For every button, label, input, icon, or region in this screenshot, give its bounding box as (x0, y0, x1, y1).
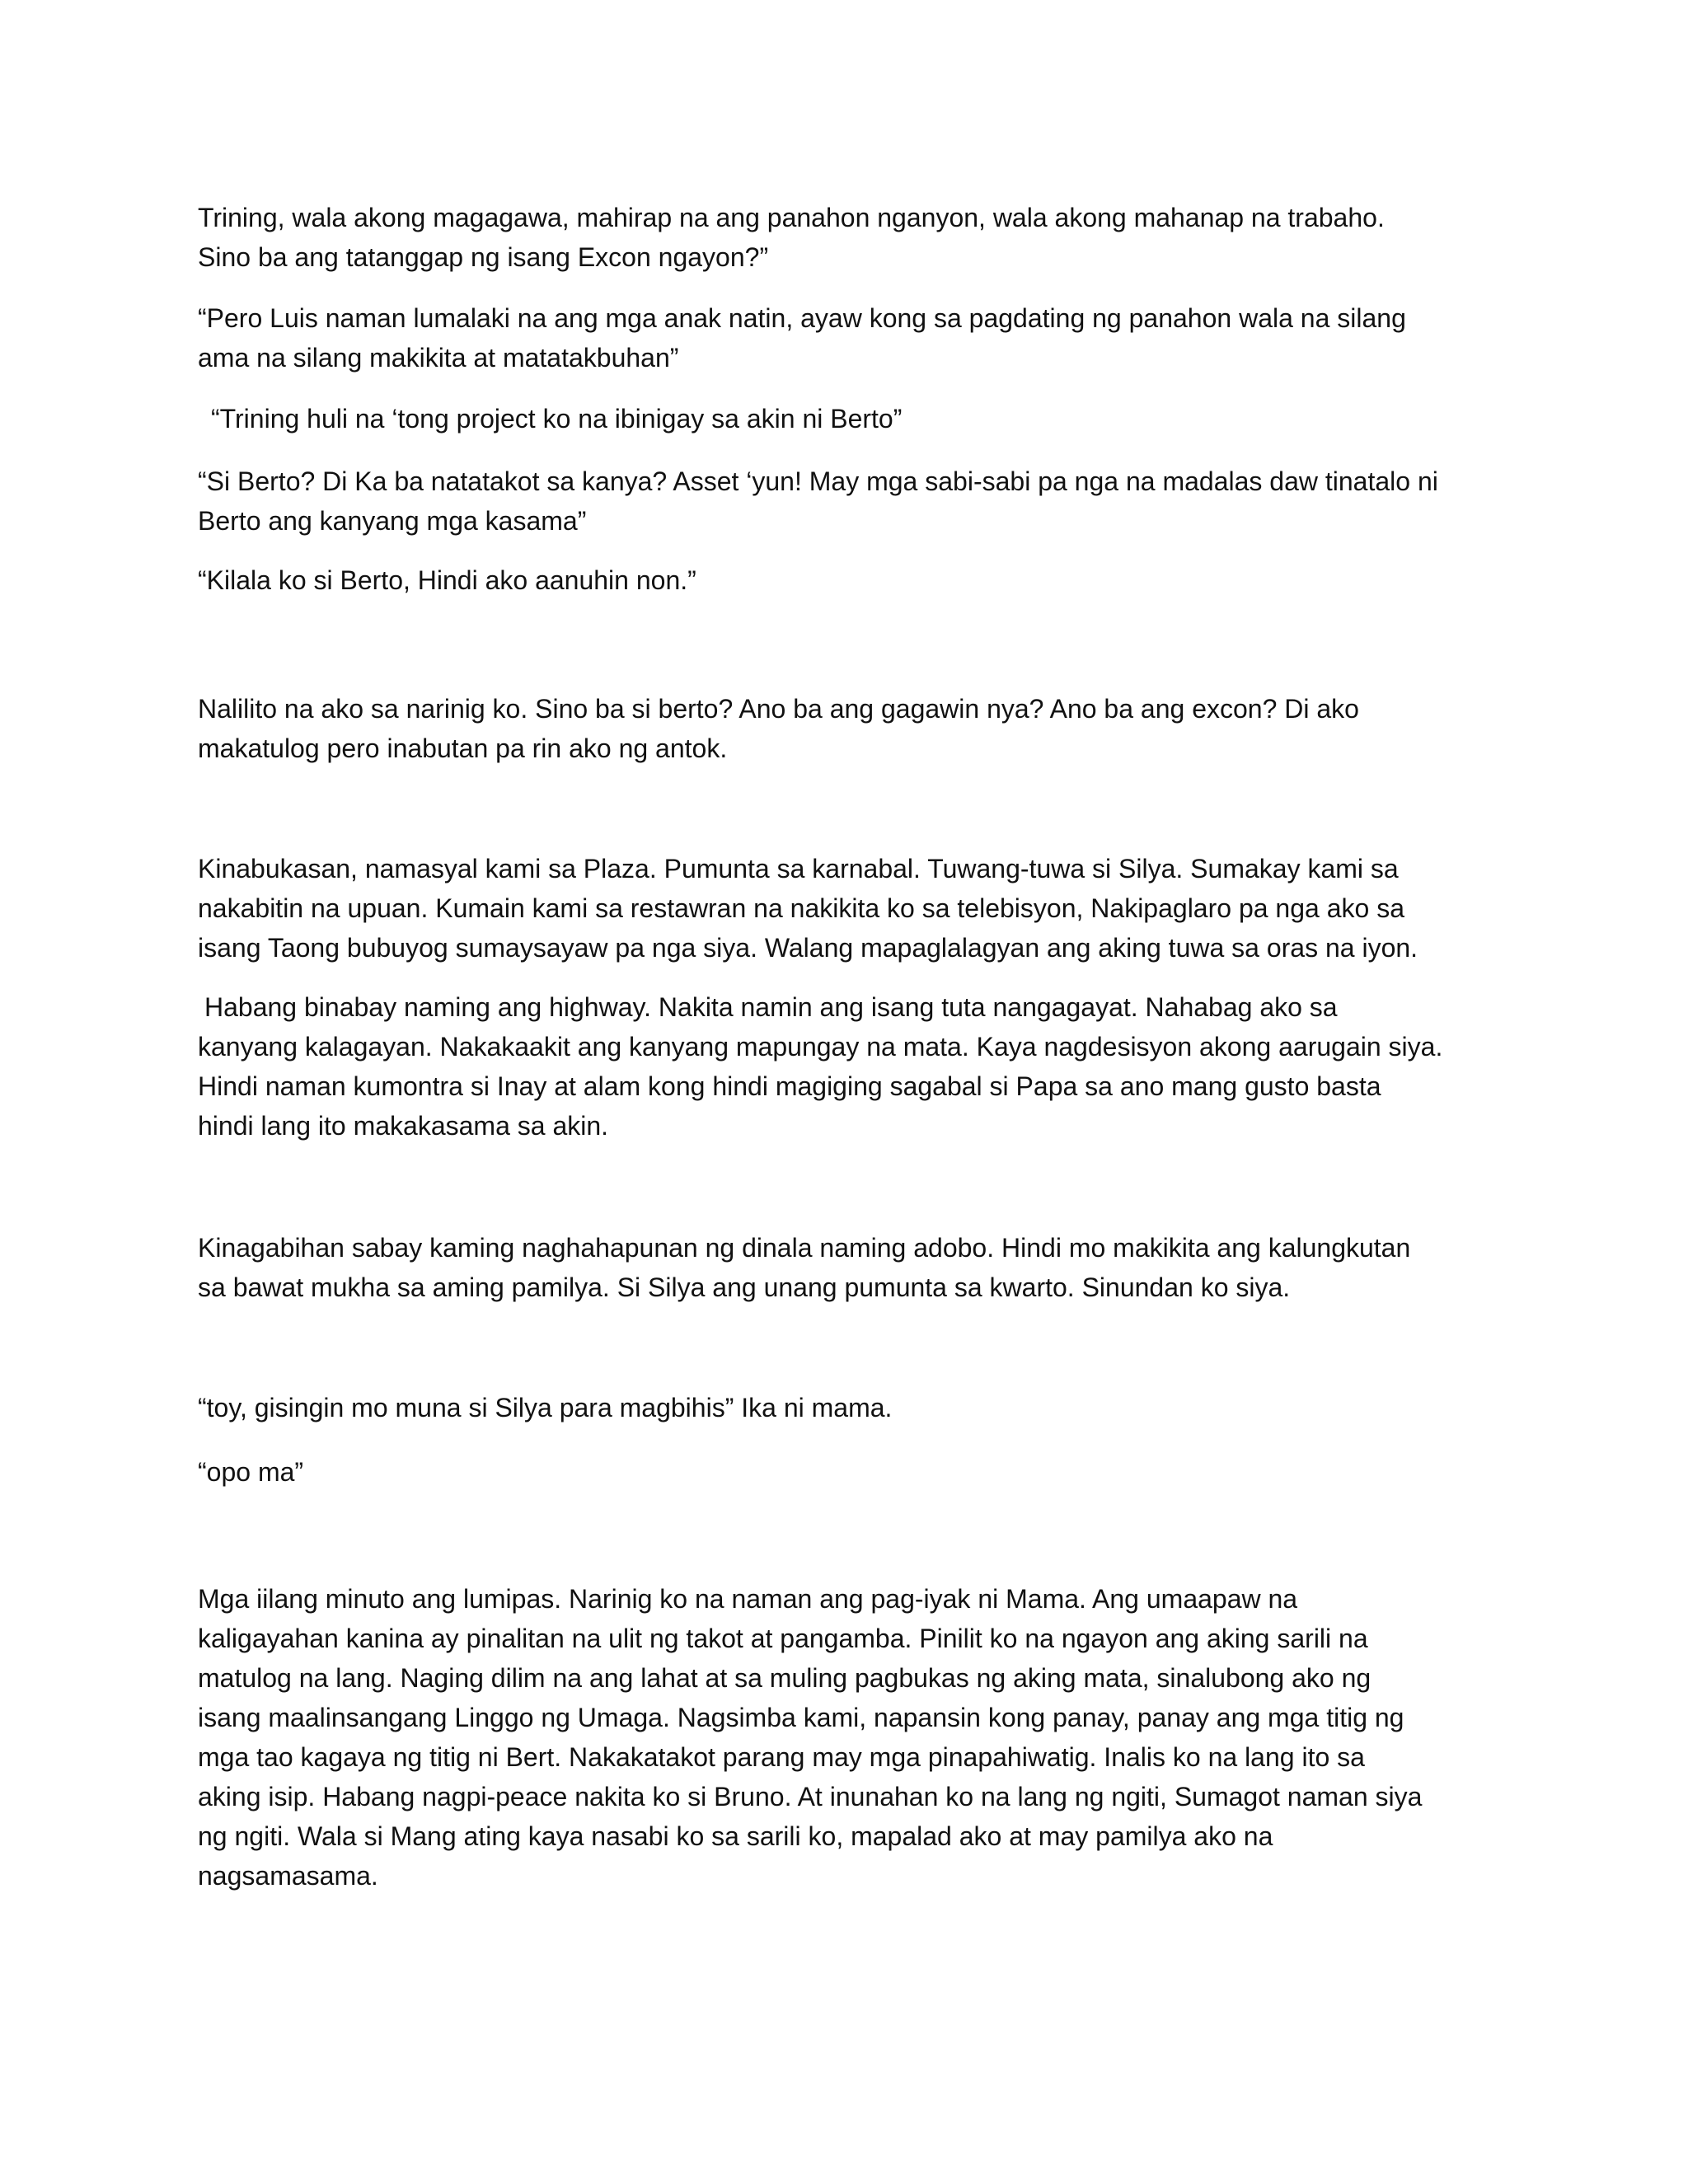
text-line: Mga iilang minuto ang lumipas. Narinig ko na naman ang pag-iyak ni Mama. Ang umaapaw na (198, 1584, 1298, 1614)
paragraph-4 (198, 462, 1508, 541)
paragraph-10 (198, 1388, 1508, 1427)
text-line: “Trining huli na ‘tong project ko na ibinigay sa akin ni Berto” (211, 404, 903, 434)
text-line: ama na silang makikita at matatakbuhan” (198, 343, 679, 373)
text-line: matulog na lang. Naging dilim na ang lahat at sa muling pagbukas ng aking mata, sinalubong ako ng (198, 1663, 1372, 1693)
text-line: Sino ba ang tatanggap ng isang Excon ngayon?” (198, 242, 769, 272)
text-line: “Kilala ko si Berto, Hindi ako aanuhin non.” (198, 565, 696, 595)
text-line: mga tao kagaya ng titig ni Bert. Nakakatakot parang may mga pinapahiwatig. Inalis ko na lang ito sa (198, 1742, 1365, 1772)
paragraph-11 (198, 1452, 1508, 1492)
paragraph-3 (211, 399, 1522, 438)
text-line: “toy, gisingin mo muna si Silya para magbihis” Ika ni mama. (198, 1393, 893, 1422)
text-line: Trining, wala akong magagawa, mahirap na ang panahon nganyon, wala akong mahanap na trabaho. (198, 203, 1385, 232)
text-line: aking isip. Habang nagpi-peace nakita ko si Bruno. At inunahan ko na lang ng ngiti, Sumagot naman siya (198, 1782, 1423, 1811)
text-line: sa bawat mukha sa aming pamilya. Si Silya ang unang pumunta sa kwarto. Sinundan ko siya. (198, 1272, 1291, 1302)
paragraph-1 (198, 198, 1508, 277)
text-line: Berto ang kanyang mga kasama” (198, 506, 587, 536)
text-line: “opo ma” (198, 1457, 304, 1487)
text-line: Nalilito na ako sa narinig ko. Sino ba si berto? Ano ba ang gagawin nya? Ano ba ang excon? Di ako (198, 694, 1359, 724)
paragraph-9 (198, 1228, 1508, 1307)
text-line: isang maalinsangang Linggo ng Umaga. Nagsimba kami, napansin kong panay, panay ang mga titig ng (198, 1703, 1404, 1732)
text-line: makatulog pero inabutan pa rin ako ng antok. (198, 733, 728, 763)
paragraph-2 (198, 298, 1508, 377)
text-line: Habang binabay naming ang highway. Nakita namin ang isang tuta nangagayat. Nahabag ako sa (204, 992, 1338, 1022)
text-line: “Si Berto? Di Ka ba natatakot sa kanya? Asset ‘yun! May mga sabi-sabi pa nga na madalas daw tinatalo ni (198, 466, 1438, 496)
text-line: “Pero Luis naman lumalaki na ang mga anak natin, ayaw kong sa pagdating ng panahon wala na silang (198, 303, 1406, 333)
text-line: Hindi naman kumontra si Inay at alam kong hindi magiging sagabal si Papa sa ano mang gusto basta (198, 1071, 1381, 1101)
paragraph-12 (198, 1579, 1508, 1896)
text-line: nagsamasama. (198, 1861, 378, 1891)
text-line: ng ngiti. Wala si Mang ating kaya nasabi ko sa sarili ko, mapalad ako at may pamilya ako na (198, 1821, 1273, 1851)
text-line: Kinabukasan, namasyal kami sa Plaza. Pumunta sa karnabal. Tuwang-tuwa si Silya. Sumakay kami sa (198, 854, 1399, 883)
paragraph-8 (198, 987, 1515, 1146)
text-line: nakabitin na upuan. Kumain kami sa restawran na nakikita ko sa telebisyon, Nakipaglaro pa nga ako sa (198, 893, 1404, 923)
text-line: kanyang kalagayan. Nakakaakit ang kanyang mapungay na mata. Kaya nagdesisyon akong aarugain siya. (198, 1032, 1443, 1062)
text-line: hindi lang ito makakasama sa akin. (198, 1111, 609, 1141)
text-line: Kinagabihan sabay kaming naghahapunan ng dinala naming adobo. Hindi mo makikita ang kalungkutan (198, 1233, 1411, 1263)
paragraph-7 (198, 849, 1508, 968)
text-line: isang Taong bubuyog sumaysayaw pa nga siya. Walang mapaglalagyan ang aking tuwa sa oras na iyon. (198, 933, 1418, 963)
paragraph-5 (198, 560, 1508, 600)
paragraph-6 (198, 689, 1508, 768)
text-line: kaligayahan kanina ay pinalitan na ulit ng takot at pangamba. Pinilit ko na ngayon ang aking sarili na (198, 1624, 1368, 1653)
